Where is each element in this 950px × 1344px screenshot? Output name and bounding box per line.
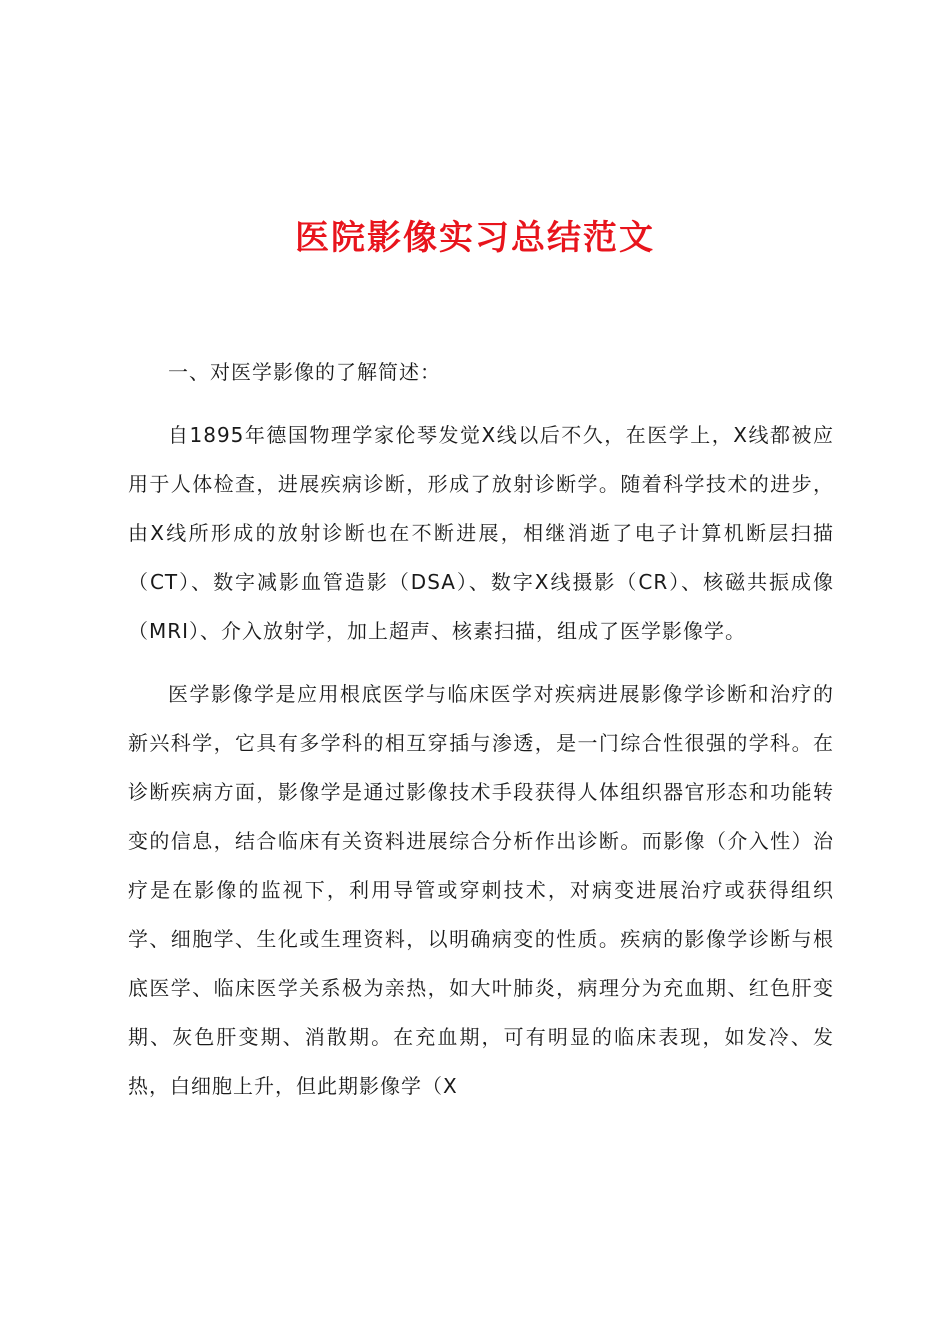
body-paragraph-2: 医学影像学是应用根底医学与临床医学对疾病进展影像学诊断和治疗的新兴科学，它具有多学科的相互穿插与渗透，是一门综合性很强的学科。在诊断疾病方面，影像学是通过影像技术手段获得人体组织器官形态和功能转变的信息，结合临床有关资料进展综合分析作出诊断。而影像（介入性）治疗是在影像的监视下，利用导管或穿刺技术，对病变进展治疗或获得组织学、细胞学、生化或生理资料，以明确病变的性质。疾病的影像学诊断与根底医学、临床医学关系极为亲热，如大叶肺炎，病理分为充血期、红色肝变期、灰色肝变期、消散期。在充血期，可有明显的临床表现，如发冷、发热，白细胞上升，但此期影像学（X: [128, 682, 834, 1098]
document-title: 医院影像实习总结范文: [295, 218, 655, 258]
document-body: [128, 348, 834, 1111]
body-paragraph-1: 自1895年德国物理学家伦琴发觉X线以后不久，在医学上，X线都被应用于人体检查，进展疾病诊断，形成了放射诊断学。随着科学技术的进步，由X线所形成的放射诊断也在不断进展，相继消逝了电子计算机断层扫描（CT）、数字减影血管造影（DSA）、数字X线摄影（CR）、核磁共振成像（MRI）、介入放射学，加上超声、核素扫描，组成了医学影像学。: [128, 423, 834, 643]
section-heading: 一、对医学影像的了解简述：: [168, 360, 441, 384]
